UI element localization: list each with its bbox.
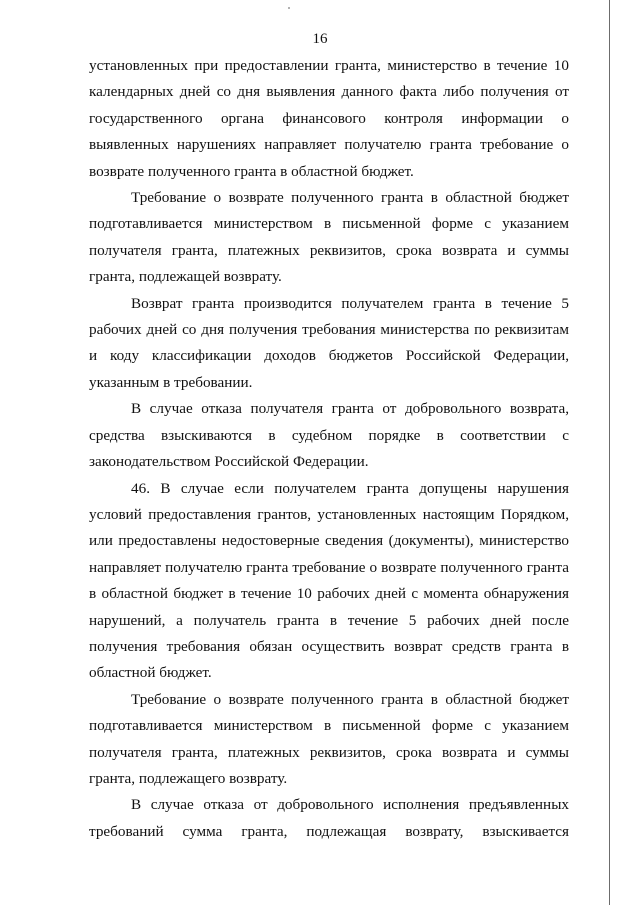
paragraph-court-recovery: В случае отказа получателя гранта от добровольного возврата, средства взыскиваются в судебном порядке в соответствии с законодательством Российской Федерации. bbox=[89, 400, 569, 471]
paragraph-demand-preparation: Требование о возврате полученного гранта в областной бюджет подготавливается министерством в письменной форме с указанием получателя гранта, платежных реквизитов, срока возврата и суммы гранта, подлежащей возврату. bbox=[89, 189, 569, 286]
scan-edge-line bbox=[609, 0, 610, 905]
paragraph-demand-preparation-2: Требование о возврате полученного гранта в областной бюджет подготавливается министерством в письменной форме с указанием получателя гранта, платежных реквизитов, срока возврата и суммы гранта, подлежащего возврату. bbox=[89, 690, 569, 787]
paragraph-continuation: установленных при предоставлении гранта, министерство в течение 10 календарных дней со дня выявления данного факта либо получения от государственного органа финансового контроля информации о выявленных нарушениях направляет получателю гранта требование о возврате полученного гранта в областной бюджет. bbox=[89, 57, 569, 180]
document-body bbox=[89, 53, 569, 845]
paragraph-item-46: 46. В случае если получателем гранта допущены нарушения условий предоставления грантов, установленных настоящим Порядком, или предоставлены недостоверные сведения (документы), министерство направляет получателю гранта требование о возврате полученного гранта в областной бюджет в течение 10 рабочих дней с момента обнаружения нарушений, а получатель гранта в течение 5 рабочих дней после получения требования обязан осуществить возврат средств гранта в областной бюджет. bbox=[89, 479, 569, 682]
paragraph-refund-procedure: Возврат гранта производится получателем гранта в течение 5 рабочих дней со дня получения требования министерства по реквизитам и коду классификации доходов бюджетов Российской Федерации, указанным в требовании. bbox=[89, 294, 569, 391]
page-number: 16 bbox=[312, 31, 328, 47]
paragraph-refusal-continued: В случае отказа от добровольного исполнения предъявленных требований сумма гранта, подлежащая возврату, взыскивается bbox=[89, 796, 569, 840]
scan-speck bbox=[288, 7, 290, 9]
